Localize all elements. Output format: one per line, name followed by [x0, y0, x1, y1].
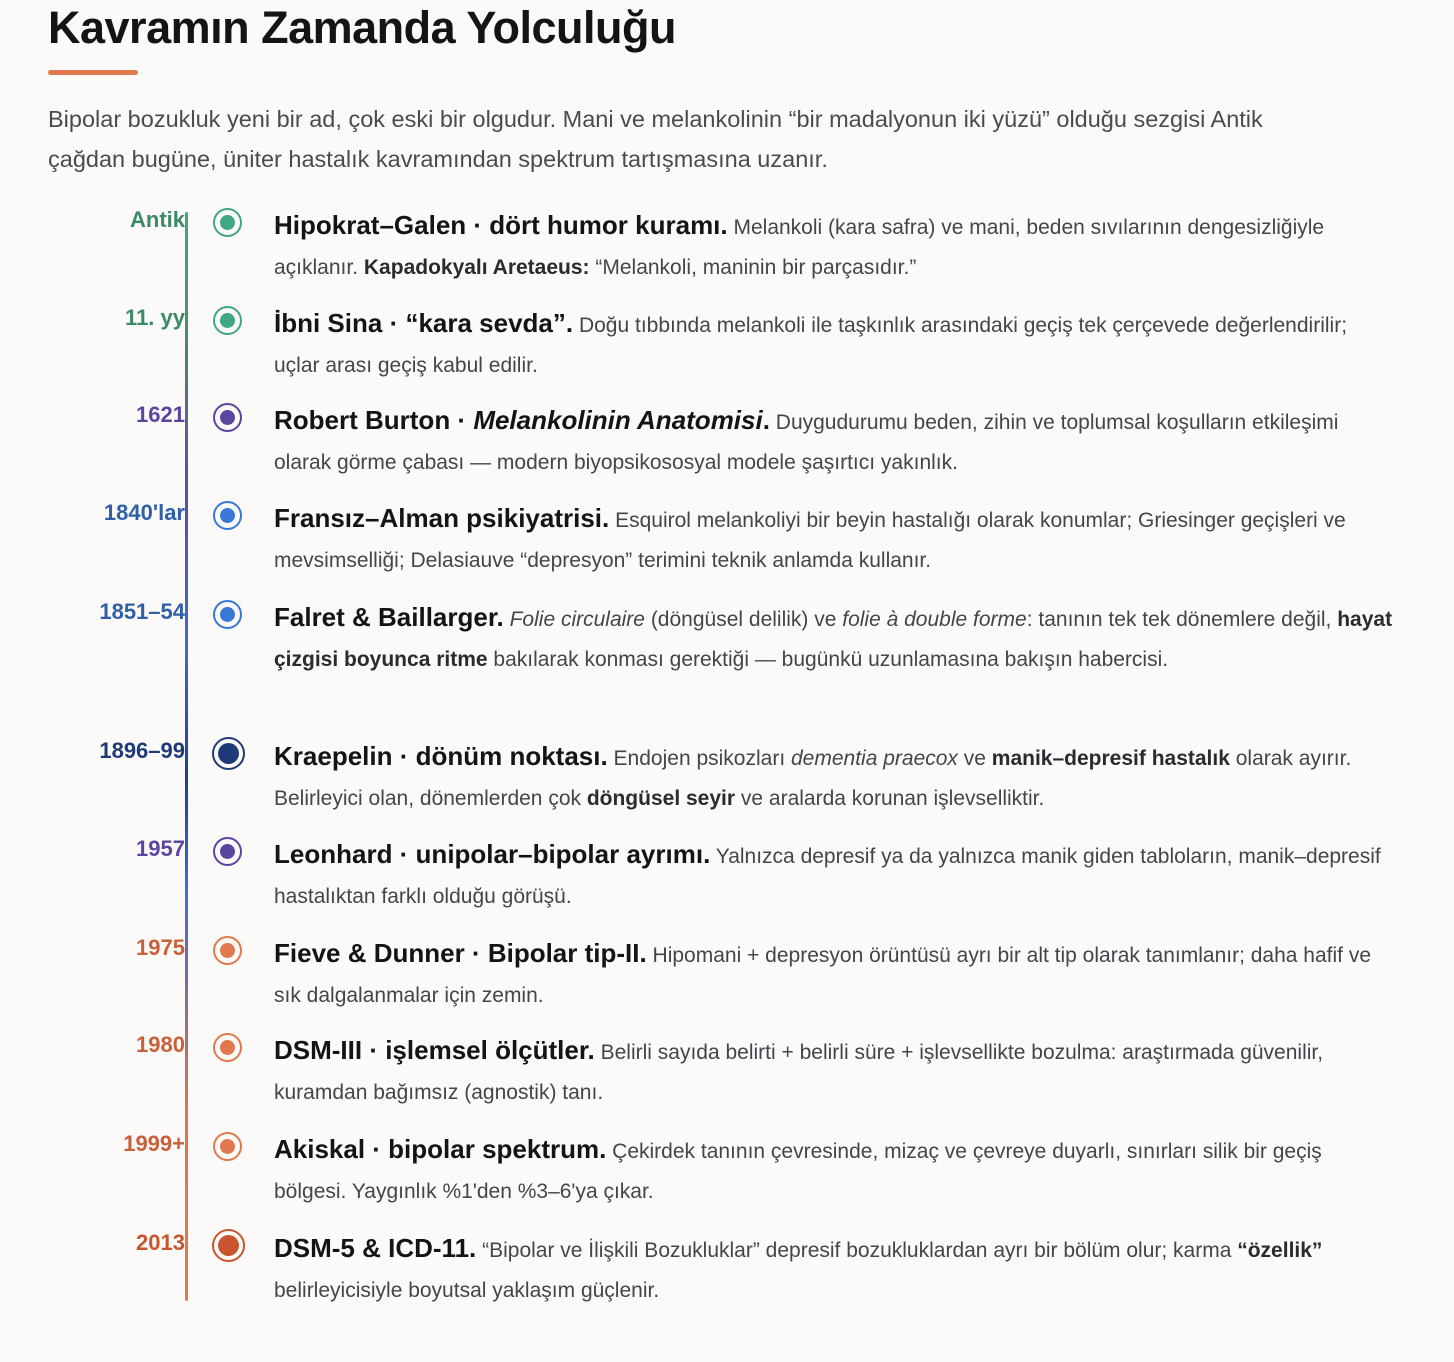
text-fragment: Melankoli (kara safra) ve mani, beden sıvılarının dengesizliğiyle açıklanır.: [274, 216, 1325, 279]
marker-dot: [220, 215, 235, 230]
bold-phrase: manik–depresif hastalık: [991, 747, 1230, 770]
timeline-year: 1980: [136, 1032, 185, 1057]
timeline-description: [274, 1228, 1394, 1311]
timeline-heading: DSM-5 & ICD-11.: [274, 1233, 477, 1263]
bold-phrase: “özellik”: [1237, 1239, 1323, 1262]
text-fragment: Endojen psikozları: [607, 747, 791, 770]
text-fragment: (döngüsel delilik) ve: [644, 608, 843, 631]
italic-phrase: Melankolinin Anatomisi: [473, 405, 763, 435]
timeline-heading: Akiskal · bipolar spektrum.: [274, 1134, 607, 1164]
intro-paragraph: Bipolar bozukluk yeni bir ad, çok eski bir olgudur. Mani ve melankolinin “bir madalyonun iki yüzü” olduğu sezgisi Antik çağdan bugüne, üniter hastalık kavramından spektrum tartışmasına uzanır.: [48, 106, 1263, 172]
text-fragment: belirleyicisiyle boyutsal yaklaşım güçlenir.: [274, 1279, 660, 1302]
timeline-marker-icon: [213, 936, 242, 965]
text-fragment: Yalnızca depresif ya da yalnızca manik giden tabloların, manik–depresif hastalıktan farklı olduğu görüşü.: [274, 845, 1381, 908]
timeline-marker-icon: [213, 208, 242, 237]
timeline-marker-icon: [213, 837, 242, 866]
timeline-heading: Fieve & Dunner · Bipolar tip-II.: [274, 938, 647, 968]
timeline-marker-icon: [213, 1033, 242, 1062]
timeline-description: [274, 205, 1394, 288]
timeline-description: [274, 303, 1394, 386]
timeline-description: [274, 736, 1394, 819]
timeline-heading: Hipokrat–Galen · dört humor kuramı.: [274, 210, 728, 240]
timeline-heading: Fransız–Alman psikiyatrisi.: [274, 503, 610, 533]
text-fragment: olarak ayırır. Belirleyici olan, dönemlerden çok: [274, 747, 1352, 810]
timeline-heading: DSM-III · işlemsel ölçütler.: [274, 1035, 595, 1065]
timeline-year: 1851–54: [99, 599, 185, 624]
marker-dot: [218, 1235, 239, 1256]
timeline-marker-icon: [213, 306, 242, 335]
timeline-year: 1840'lar: [103, 500, 185, 525]
timeline-year: 11. yy: [125, 305, 185, 330]
timeline-description: [274, 498, 1394, 581]
timeline-marker-icon: [213, 600, 242, 629]
marker-dot: [220, 410, 235, 425]
timeline-year: 1621: [136, 402, 185, 427]
marker-dot: [220, 508, 235, 523]
timeline-year: Antik: [130, 207, 185, 232]
italic-phrase: Folie circulaire: [509, 608, 645, 631]
text-fragment: Esquirol melankoliyi bir beyin hastalığı olarak konumlar; Griesinger geçişleri ve mevsimselliği; Delasiauve “depresyon” terimini teknik anlamda kullanır.: [274, 509, 1346, 572]
timeline-heading: İbni Sina · “kara sevda”.: [274, 308, 574, 338]
timeline-description: [274, 1030, 1394, 1113]
text-fragment: Hipomani + depresyon örüntüsü ayrı bir alt tip olarak tanımlanır; daha hafif ve sık dalgalanmalar için zemin.: [274, 944, 1372, 1007]
italic-phrase: dementia praecox: [791, 747, 958, 770]
bold-phrase: hayat çizgisi boyunca ritme: [274, 608, 1393, 671]
marker-dot: [220, 313, 235, 328]
timeline-description: [274, 933, 1394, 1016]
text-fragment: “Bipolar ve İlişkili Bozukluklar” depresif bozukluklardan ayrı bir bölüm olur; karma: [476, 1239, 1238, 1262]
timeline-heading: Falret & Baillarger.: [274, 602, 504, 632]
marker-dot: [220, 1139, 235, 1154]
text-fragment: : tanının tek tek dönemlere değil,: [1026, 608, 1338, 631]
timeline-year: 1975: [136, 935, 185, 960]
timeline-description: [274, 1129, 1394, 1212]
text-fragment: Robert Burton ·: [274, 405, 474, 435]
timeline-axis-line: [185, 212, 188, 1301]
timeline-description: [274, 834, 1394, 917]
text-fragment: “Melankoli, maninin bir parçasıdır.”: [589, 256, 917, 279]
text-fragment: .: [762, 405, 770, 435]
timeline-year: 1999+: [123, 1131, 185, 1156]
timeline-marker-icon: [213, 1132, 242, 1161]
text-fragment: Çekirdek tanının çevresinde, mizaç ve çevreye duyarlı, sınırları silik bir geçiş bölgesi. Yaygınlık %1'den %3–6'ya çıkar.: [274, 1140, 1322, 1203]
marker-dot: [220, 1040, 235, 1055]
marker-dot: [220, 844, 235, 859]
timeline-year: 2013: [136, 1230, 185, 1255]
text-fragment: ve: [957, 747, 992, 770]
timeline-heading: [274, 405, 770, 435]
timeline-marker-icon: [213, 501, 242, 530]
timeline-heading: Leonhard · unipolar–bipolar ayrımı.: [274, 839, 711, 869]
text-fragment: bakılarak konması gerektiği — bugünkü uzunlamasına bakışın habercisi.: [487, 648, 1169, 671]
timeline-marker-icon: [212, 737, 245, 770]
timeline-marker-icon: [213, 403, 242, 432]
text-fragment: Duygudurumu beden, zihin ve toplumsal koşulların etkileşimi olarak görme çabası — modern biyopsikososyal modele şaşırtıcı yakınlık.: [274, 411, 1339, 474]
marker-dot: [220, 943, 235, 958]
marker-dot: [220, 607, 235, 622]
timeline-heading: Kraepelin · dönüm noktası.: [274, 741, 608, 771]
timeline-year: 1957: [136, 836, 185, 861]
text-fragment: ve aralarda korunan işlevselliktir.: [735, 787, 1045, 810]
timeline-marker-icon: [212, 1229, 245, 1262]
text-fragment: Doğu tıbbında melankoli ile taşkınlık arasındaki geçiş tek çerçevede değerlendirilir; uçlar arası geçiş kabul edilir.: [274, 314, 1348, 377]
bold-phrase: döngüsel seyir: [586, 787, 736, 810]
timeline-description: [274, 400, 1394, 483]
timeline-description: [274, 597, 1394, 680]
timeline-year: 1896–99: [99, 738, 185, 763]
italic-phrase: folie à double forme: [842, 608, 1027, 631]
page-title: Kavramın Zamanda Yolculuğu: [48, 2, 676, 53]
bold-phrase: Kapadokyalı Aretaeus:: [363, 256, 590, 279]
marker-dot: [218, 743, 239, 764]
text-fragment: Belirli sayıda belirti + belirli süre + işlevsellikte bozulma: araştırmada güvenilir, kuramdan bağımsız (agnostik) tanı.: [274, 1041, 1324, 1104]
